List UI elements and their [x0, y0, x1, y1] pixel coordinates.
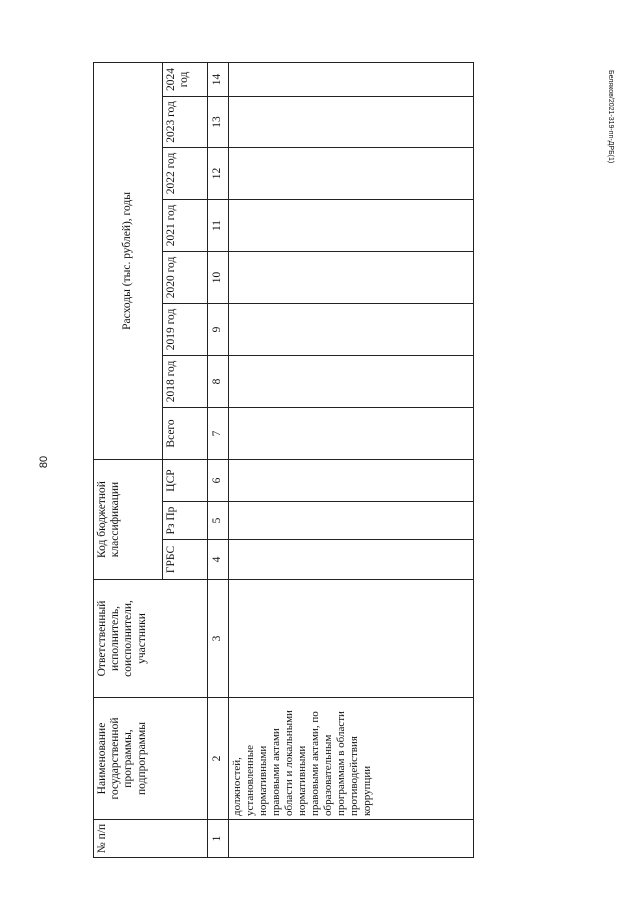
row-2020-cell: [229, 251, 474, 303]
column-number-row: [208, 62, 229, 857]
page-number-text: 80: [38, 455, 50, 469]
side-label: [600, 70, 614, 190]
col-number: 2: [208, 698, 229, 820]
col-number: 9: [208, 303, 229, 355]
header-num: № п/п: [94, 820, 208, 858]
header-year-2022: 2022 год: [163, 147, 208, 199]
row-csr-cell: [229, 459, 474, 501]
header-year-2020: 2020 год: [163, 251, 208, 303]
col-number: 6: [208, 459, 229, 501]
expenses-table-frame: [93, 63, 455, 858]
header-expenses: Расходы (тыс. рублей), годы: [94, 62, 163, 459]
header-csr: ЦСР: [163, 459, 208, 501]
table-row: [229, 62, 474, 857]
col-number: 4: [208, 540, 229, 580]
row-2018-cell: [229, 355, 474, 407]
row-2021-cell: [229, 199, 474, 251]
header-executor: Ответственный исполнитель, соисполнители, участники: [94, 580, 208, 698]
col-number: 13: [208, 96, 229, 147]
header-grbs: ГРБС: [163, 540, 208, 580]
row-2024-cell: [229, 62, 474, 96]
header-year-2018: 2018 год: [163, 355, 208, 407]
col-number: 8: [208, 355, 229, 407]
header-budget-code: Код бюджетной классификации: [94, 459, 163, 579]
side-label-text: Беляков/2021-319-пп-ДРБ(1): [607, 70, 614, 164]
header-name: Наименование государственной программы, подпрограммы: [94, 698, 208, 820]
row-name-cell: должностей, установленные нормативными правовыми актами области и локальными нормативными правовыми актами, по образовательным программам в области противодействия коррупции: [229, 698, 474, 820]
col-number: 14: [208, 62, 229, 96]
row-2022-cell: [229, 147, 474, 199]
page-number: [38, 452, 52, 472]
row-grbs-cell: [229, 540, 474, 580]
expenses-table-rotated: [93, 63, 455, 858]
row-num-cell: [229, 820, 474, 858]
header-year-2019: 2019 год: [163, 303, 208, 355]
header-total: Всего: [163, 407, 208, 459]
col-number: 12: [208, 147, 229, 199]
col-number: 3: [208, 580, 229, 698]
col-number: 5: [208, 502, 229, 540]
row-total-cell: [229, 407, 474, 459]
header-year-2023: 2023 год: [163, 96, 208, 147]
expenses-table: [93, 62, 474, 858]
col-number: 11: [208, 199, 229, 251]
col-number: 10: [208, 251, 229, 303]
header-row-1: [94, 62, 163, 857]
col-number: 7: [208, 407, 229, 459]
header-rzpr: Рз Пр: [163, 502, 208, 540]
header-year-2021: 2021 год: [163, 199, 208, 251]
row-rzpr-cell: [229, 502, 474, 540]
row-2019-cell: [229, 303, 474, 355]
row-executor-cell: [229, 580, 474, 698]
row-2023-cell: [229, 96, 474, 147]
header-year-2024: 2024 год: [163, 62, 208, 96]
col-number: 1: [208, 820, 229, 858]
